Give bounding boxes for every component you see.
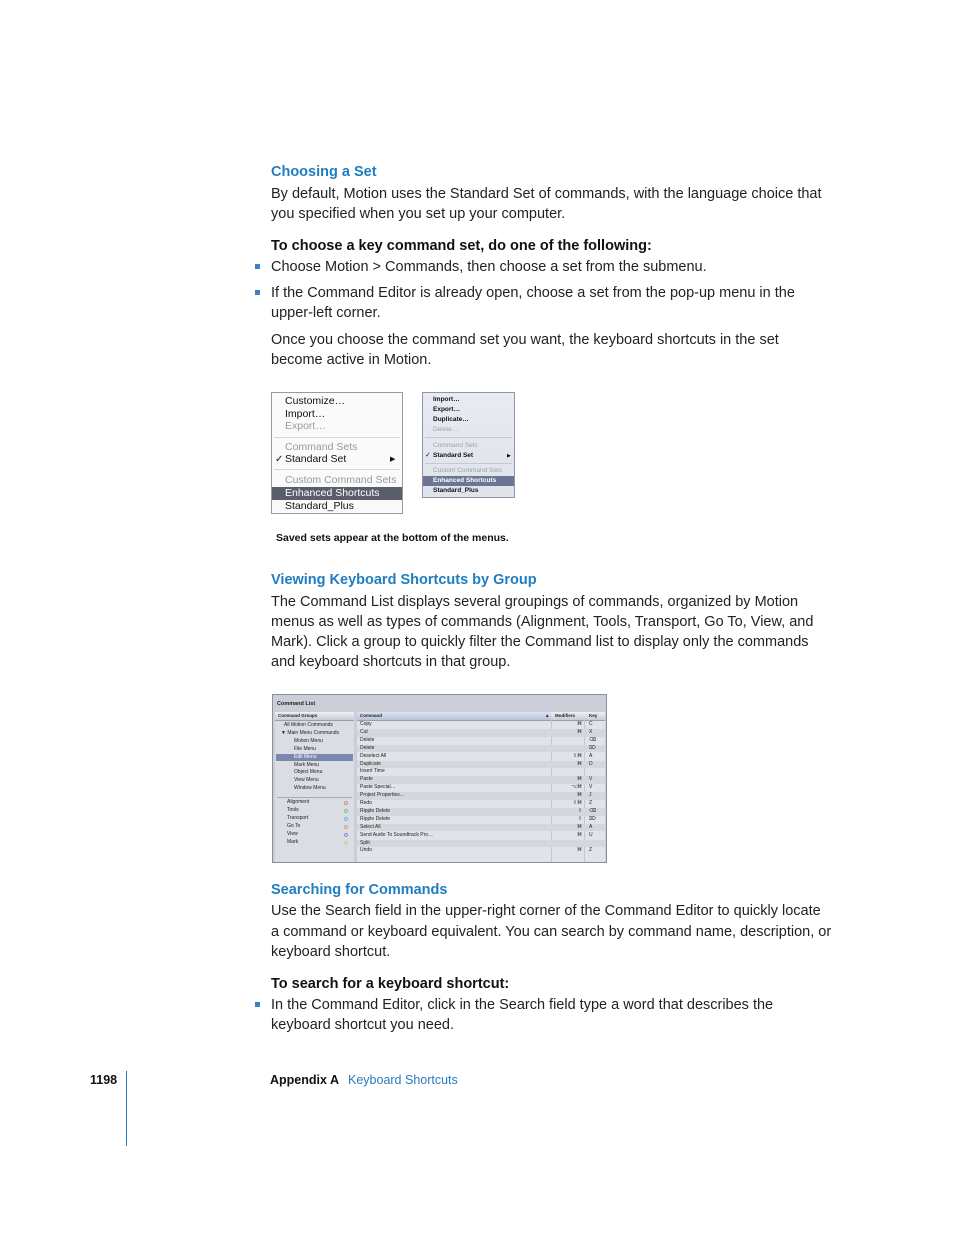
column-header-label: Command [360,713,383,718]
menu-separator [425,463,512,464]
command-group-item[interactable] [276,807,353,815]
command-row[interactable] [357,776,605,784]
command-row[interactable] [357,840,605,848]
command-row[interactable] [357,808,605,816]
menu-item-label: Custom Command Sets [285,474,397,486]
column-header-modifiers[interactable]: Modifiers [555,713,576,718]
paragraph-line: a command or keyboard equivalent. You can search by command name, description, or [271,924,832,940]
command-name: Ripple Delete [360,807,391,814]
menu-section-command-sets [423,441,514,451]
menu-item-standard-plus[interactable] [423,486,514,496]
commands-pane [357,712,605,862]
menu-item-label: Custom Command Sets [433,467,502,474]
menu-item-label: Import… [433,396,460,403]
command-row[interactable] [357,816,605,824]
command-group-label: Tools [287,806,299,813]
command-key: U [589,831,593,838]
group-color-dot-icon [344,801,348,805]
paragraph-line: By default, Motion uses the Standard Set of commands, with the language choice that [271,186,822,202]
command-group-item[interactable] [276,799,353,807]
footer-chapter-link[interactable]: Keyboard Shortcuts [348,1073,458,1087]
command-name: Paste [360,776,373,783]
command-key: ⌦ [589,815,597,822]
checkmark-icon: ✓ [275,454,284,465]
command-group-item[interactable] [276,762,353,770]
command-groups-pane [275,712,354,862]
command-row[interactable] [357,784,605,792]
page-number: 1198 [90,1073,118,1087]
group-color-dot-icon [344,841,348,845]
menu-separator [425,437,512,438]
command-row[interactable] [357,721,605,729]
checkmark-icon: ✓ [425,452,431,459]
command-name: Copy [360,721,372,727]
paragraph-line: Mark). Click a group to quickly filter the Command list to display only the commands [271,634,809,650]
command-name: Redo [360,800,372,806]
menu-item-label: Standard_Plus [285,500,354,512]
command-key: V [589,776,593,783]
column-header-label: Command Groups [278,713,318,718]
command-group-item[interactable] [276,831,353,839]
command-name: Delete [360,744,375,751]
menu-section-custom-command-sets [423,466,514,476]
footer-appendix: Appendix A [270,1073,339,1087]
menu-item-label: Standard_Plus [433,487,479,494]
menu-item-label: Duplicate… [433,416,469,423]
command-name: Delete [360,736,375,743]
bullet-text: keyboard shortcut you need. [271,1017,454,1033]
menu-item-delete [423,425,514,435]
command-row[interactable] [357,729,605,737]
sort-ascending-icon: ▲ [545,713,550,718]
command-group-label: ▼ Main Menu Commands [281,729,340,736]
menu-item-label: Enhanced Shortcuts [433,477,497,484]
paragraph-line: become active in Motion. [271,352,432,368]
command-group-label: Alignment [287,799,310,805]
command-name: Select All [360,823,381,830]
command-name: Send Audio To Soundtrack Pro… [360,831,434,838]
section-heading-searching: Searching for Commands [271,882,448,898]
command-list-panel [272,694,607,863]
bullet-text: If the Command Editor is already open, choose a set from the pop-up menu in the [271,285,795,301]
command-name: Duplicate [360,760,381,767]
command-group-item[interactable] [276,815,353,823]
menu-separator [274,469,400,470]
menu-item-import[interactable] [423,395,514,405]
command-key: ⌦ [589,744,597,751]
command-group-item[interactable] [276,823,353,831]
command-row[interactable] [357,745,605,753]
paragraph-line: The Command List displays several groupings of commands, organized by Motion [271,594,799,610]
command-group-label: Motion Menu [294,737,323,744]
command-group-label: Go To [287,822,301,829]
command-name: Paste Special… [360,784,396,791]
group-color-dot-icon [344,817,348,821]
command-row[interactable] [357,761,605,769]
menu-item-label: Export… [433,406,461,413]
groups-divider [277,797,352,798]
command-row[interactable] [357,753,605,761]
procedure-heading: To choose a key command set, do one of the following: [271,238,652,254]
group-color-dot-icon [344,825,348,829]
menu-item-label: Enhanced Shortcuts [285,487,380,499]
command-row[interactable] [357,832,605,840]
menu-item-duplicate[interactable] [423,415,514,425]
command-group-label: Mark Menu [294,761,320,768]
command-modifiers: ⌥⌘ [571,784,582,791]
command-modifiers: ⇧ [577,807,582,814]
menu-item-label: Command Sets [433,442,478,449]
command-group-label: All Motion Commands [284,722,333,728]
command-list-title: Command List [277,701,316,707]
command-group-label: View Menu [294,777,319,784]
command-group-item[interactable] [276,738,353,746]
bullet-icon [255,264,260,269]
command-group-item[interactable] [276,730,353,738]
command-modifiers: ⇧⌘ [572,752,582,759]
command-row[interactable] [357,824,605,832]
command-group-item[interactable] [276,785,353,793]
command-row[interactable] [357,737,605,745]
procedure-heading: To search for a keyboard shortcut: [271,976,510,992]
command-group-label: Edit Menu [294,753,317,760]
command-key: D [589,760,593,767]
menu-item-label: Export… [285,420,326,432]
menu-separator [274,437,400,438]
command-name: Project Properties… [360,792,405,799]
command-modifiers: ⇧ [577,815,582,822]
command-row[interactable] [357,792,605,800]
paragraph-line: and keyboard shortcuts in that group. [271,654,511,670]
command-group-item[interactable] [276,769,353,777]
menu-item-label: Standard Set [285,453,347,465]
command-key: V [589,784,593,791]
command-modifiers: ⇧⌘ [572,800,582,806]
menu-item-standard-set[interactable] [272,453,402,466]
menu-section-custom-command-sets [272,474,402,487]
command-modifiers: ⌘ [577,831,582,838]
command-row[interactable] [357,800,605,808]
command-sets-menu-large [271,392,403,514]
menu-item-label: Customize… [285,395,346,407]
command-key: A [589,752,593,759]
bullet-text: upper-left corner. [271,305,381,321]
command-group-label: Window Menu [294,785,326,792]
menu-item-enhanced-shortcuts[interactable] [272,487,402,500]
menu-item-label: Delete… [433,426,459,433]
command-name: Split [360,839,370,846]
command-name: Cut [360,728,368,735]
command-group-item[interactable] [276,722,353,730]
command-key: Z [589,847,593,854]
menu-item-enhanced-shortcuts[interactable] [423,476,514,486]
paragraph-line: you specified when you set up your computer. [271,206,566,222]
bullet-text: Choose Motion > Commands, then choose a set from the submenu. [271,259,707,275]
command-group-label: File Menu [294,745,316,752]
paragraph-line: keyboard shortcut. [271,944,391,960]
command-key: C [589,721,593,727]
column-header-key[interactable]: Key [589,713,598,718]
command-group-label: View [287,830,298,837]
command-modifiers: ⌘ [577,823,582,830]
section-heading-choosing-a-set: Choosing a Set [271,164,377,180]
command-sets-menu-small [422,392,515,498]
command-name: Undo [360,847,372,854]
command-key: ⌫ [589,807,597,814]
command-group-label: Object Menu [294,769,323,776]
command-group-item[interactable] [276,746,353,754]
menu-item-customize[interactable] [272,395,402,408]
command-modifiers: ⌘ [577,776,582,783]
command-modifiers: ⌘ [577,721,582,727]
paragraph-line: menus as well as types of commands (Alignment, Tools, Transport, Go To, View, and [271,614,814,630]
command-name: Deselect All [360,752,387,759]
command-groups-header[interactable] [275,712,354,721]
submenu-arrow-icon: ▶ [390,456,396,463]
menu-item-export [272,420,402,433]
menu-item-label: Standard Set [433,452,474,459]
command-group-item[interactable] [276,777,353,785]
command-key: A [589,823,593,830]
paragraph-line: Use the Search field in the upper-right corner of the Command Editor to quickly locate [271,903,821,919]
command-key: Z [589,800,593,806]
command-name: Ripple Delete [360,815,391,822]
bullet-icon [255,1002,260,1007]
command-group-item[interactable] [276,754,353,762]
bullet-text: In the Command Editor, click in the Search field type a word that describes the [271,997,774,1013]
command-modifiers: ⌘ [577,760,582,767]
group-color-dot-icon [344,809,348,813]
command-key: ⌫ [589,736,597,743]
command-modifiers: ⌘ [577,792,582,799]
command-group-label: Mark [287,838,299,845]
figure-caption: Saved sets appear at the bottom of the menus. [276,532,509,544]
paragraph-line: Once you choose the command set you want, the keyboard shortcuts in the set [271,332,779,348]
group-color-dot-icon [344,833,348,837]
menu-item-label: Command Sets [285,441,358,453]
submenu-arrow-icon: ▶ [507,453,511,459]
command-group-label: Transport [287,814,309,821]
bullet-icon [255,290,260,295]
command-group-item[interactable] [276,839,353,847]
command-modifiers: ⌘ [577,847,582,854]
command-key: J [589,792,592,799]
menu-item-standard-set[interactable] [423,451,514,461]
command-modifiers: ⌘ [577,728,582,735]
menu-item-export[interactable] [423,405,514,415]
commands-header [357,712,605,721]
column-header-command[interactable] [357,712,551,720]
command-name: Insert Time [360,768,385,775]
command-row[interactable] [357,768,605,776]
section-heading-viewing-shortcuts: Viewing Keyboard Shortcuts by Group [271,572,537,588]
menu-item-label: Import… [285,408,326,420]
menu-item-standard-plus[interactable] [272,500,402,513]
command-key: X [589,728,593,735]
command-row[interactable] [357,847,605,855]
footer-rule [126,1071,127,1146]
